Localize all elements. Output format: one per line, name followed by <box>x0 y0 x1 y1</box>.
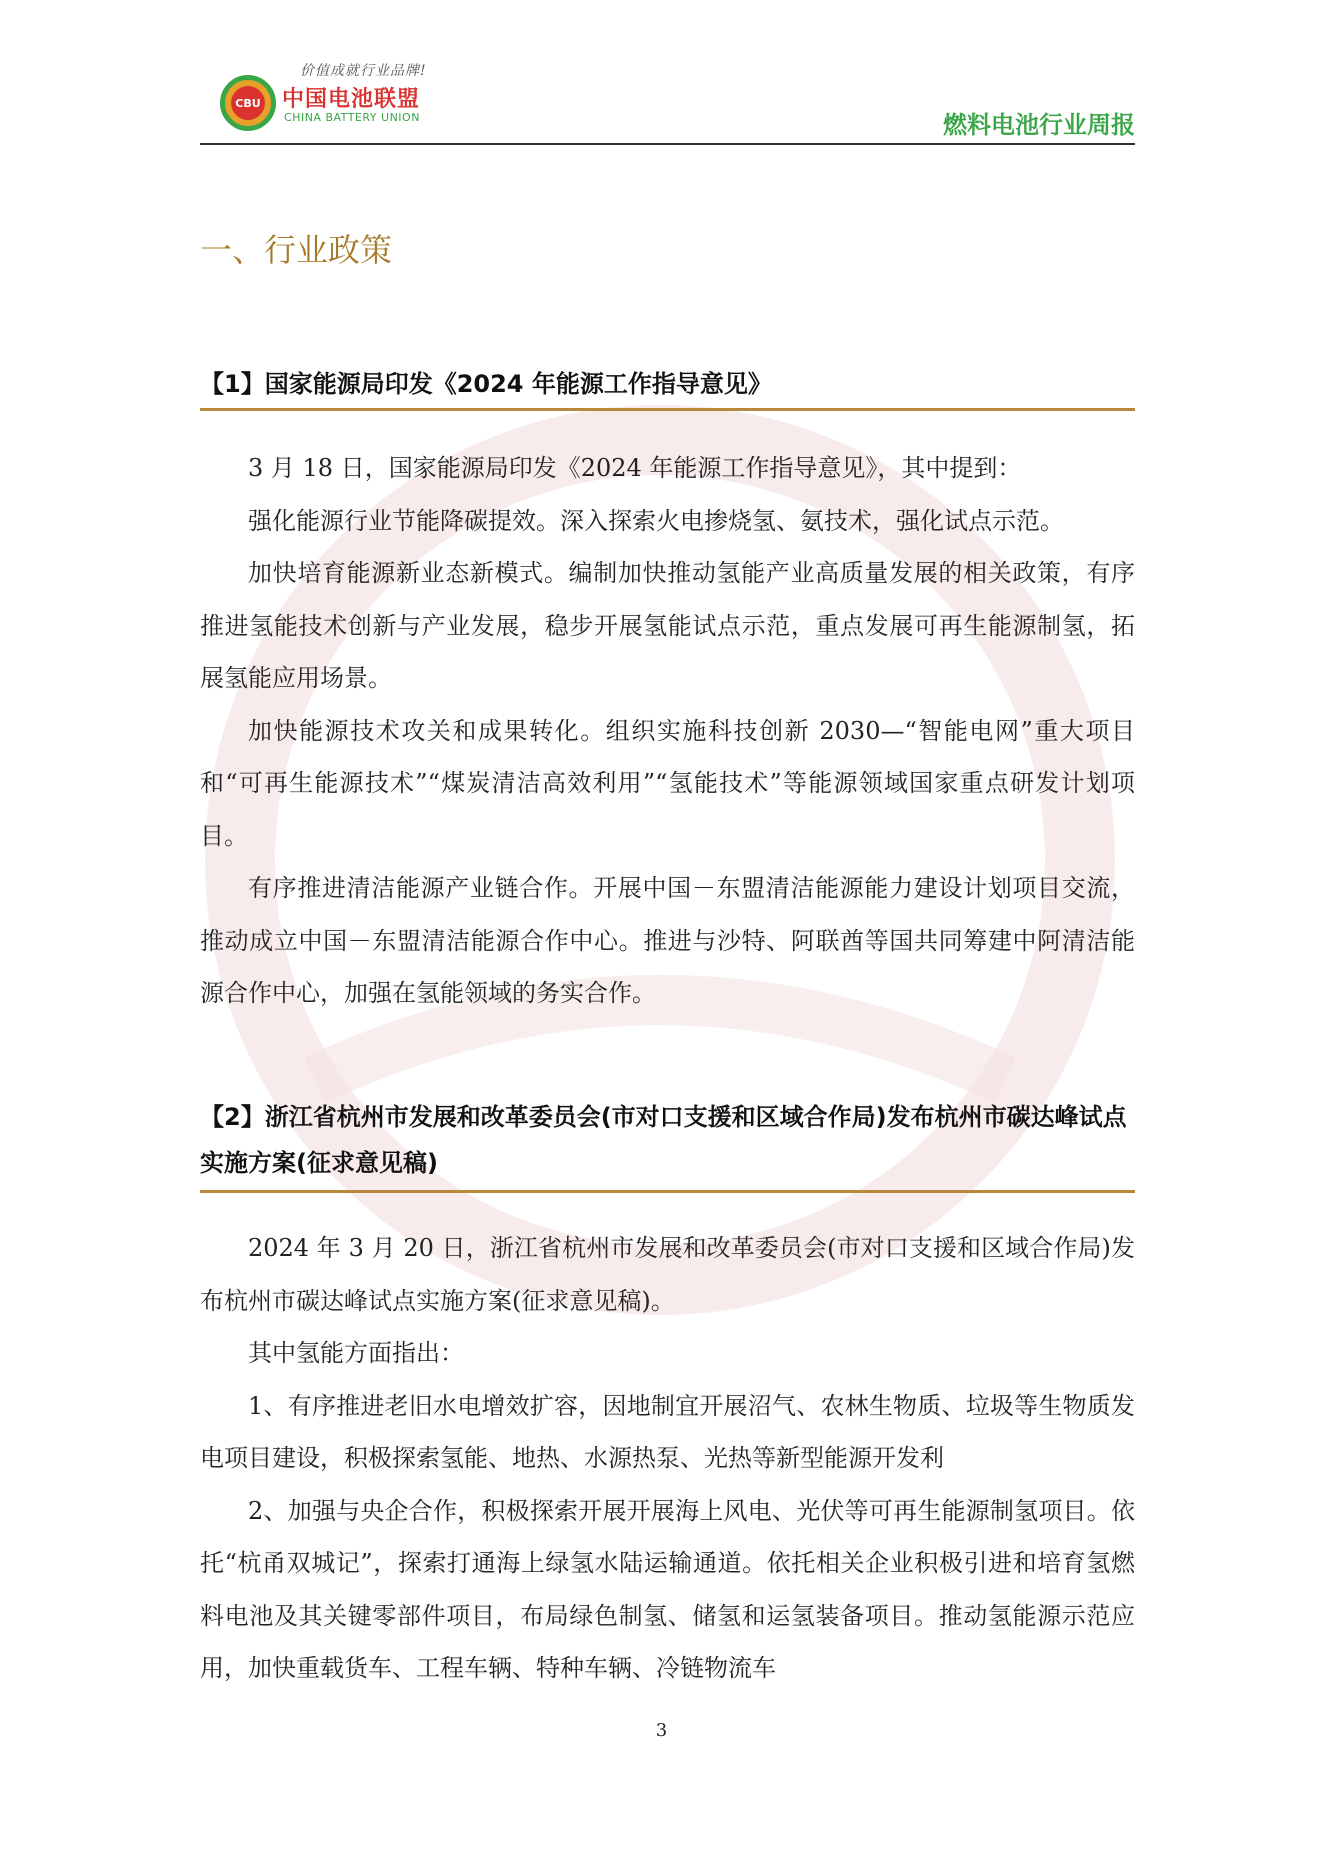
logo-slogan: 价值成就行业品牌! <box>300 63 427 79</box>
paragraph: 其中氢能方面指出： <box>248 1339 464 1367</box>
paragraph: 有序推进清洁能源产业链合作。开展中国－东盟清洁能源能力建设计划项目交流，推动成立中国－东盟清洁能源合作中心。推进与沙特、阿联酋等国共同筹建中阿清洁能源合作中心，加强在氢能领域的务实合作。 <box>200 874 1135 1007</box>
page-header <box>200 55 1135 145</box>
header-divider <box>200 143 1135 145</box>
paragraph: 加快培育能源新业态新模式。编制加快推动氢能产业高质量发展的相关政策，有序推进氢能技术创新与产业发展，稳步开展氢能试点示范，重点发展可再生能源制氢，拓展氢能应用场景。 <box>200 559 1135 692</box>
item-1-heading: 【1】国家能源局印发《2024 年能源工作指导意见》 <box>200 370 772 398</box>
cbu-logo <box>220 75 276 131</box>
logo-mark: CBU <box>231 86 265 120</box>
item-1-rule <box>200 408 1135 411</box>
org-name-cn: 中国电池联盟 <box>282 87 421 112</box>
paragraph: 2、加强与央企合作，积极探索开展开展海上风电、光伏等可再生能源制氢项目。依托“杭甬双城记”，探索打通海上绿氢水陆运输通道。依托相关企业积极引进和培育氢燃料电池及其关键零部件项目，布局绿色制氢、储氢和运氢装备项目。推动氢能源示范应用，加快重载货车、工程车辆、特种车辆、冷链物流车 <box>200 1496 1135 1682</box>
page-number: 3 <box>655 1720 668 1741</box>
report-title: 燃料电池行业周报 <box>943 111 1135 139</box>
item-2-rule <box>200 1190 1135 1193</box>
paragraph: 3 月 18 日，国家能源局印发《2024 年能源工作指导意见》，其中提到： <box>248 454 1022 482</box>
item-1-body <box>200 442 1135 1020</box>
paragraph: 1、有序推进老旧水电增效扩容，因地制宜开展沼气、农林生物质、垃圾等生物质发电项目建设，积极探索氢能、地热、水源热泵、光热等新型能源开发利 <box>200 1391 1135 1472</box>
paragraph: 2024 年 3 月 20 日，浙江省杭州市发展和改革委员会(市对口支援和区域合作局)发布杭州市碳达峰试点实施方案(征求意见稿)。 <box>200 1234 1135 1315</box>
item-2-body <box>200 1222 1135 1695</box>
paragraph: 加快能源技术攻关和成果转化。组织实施科技创新 2030—“智能电网”重大项目和“可再生能源技术”“煤炭清洁高效利用”“氢能技术”等能源领域国家重点研发计划项目。 <box>200 716 1135 850</box>
section-title: 一、行业政策 <box>200 231 393 269</box>
item-2-heading: 【2】浙江省杭州市发展和改革委员会(市对口支援和区域合作局)发布杭州市碳达峰试点实施方案(征求意见稿) <box>200 1103 1127 1177</box>
org-name-en: CHINA BATTERY UNION <box>284 111 420 124</box>
paragraph: 强化能源行业节能降碳提效。深入探索火电掺烧氢、氨技术，强化试点示范。 <box>248 506 1064 535</box>
